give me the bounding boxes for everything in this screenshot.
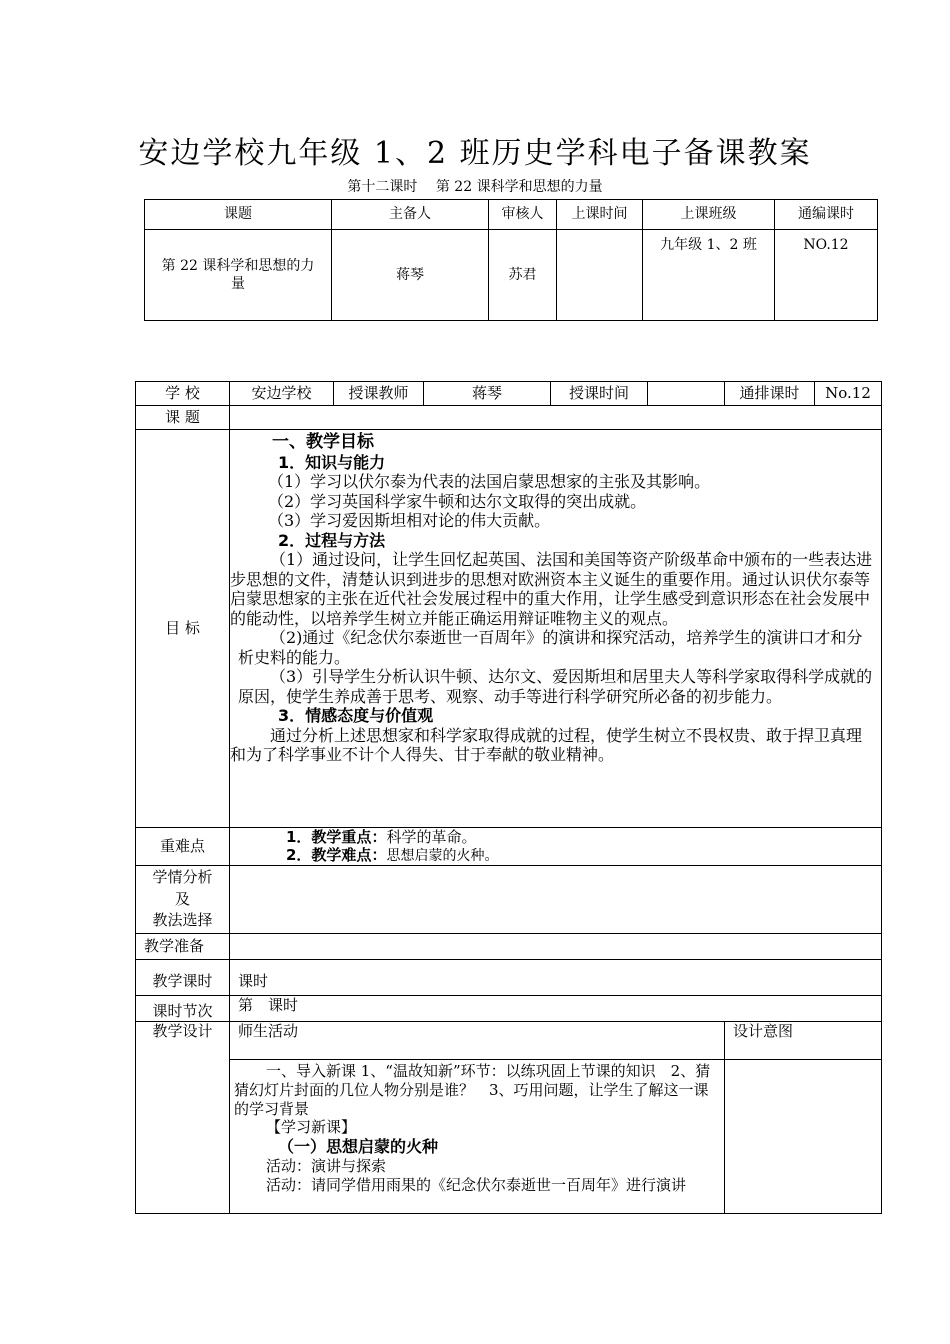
teacher-value: 蒋琴 <box>424 382 551 406</box>
school-label: 学 校 <box>136 382 230 406</box>
hours-label: 教学课时 <box>136 960 230 996</box>
prep-label: 教学准备 <box>136 934 230 960</box>
difficult-point-value: 思想启蒙的火种。 <box>386 847 499 864</box>
header-topic: 课题 <box>145 200 332 230</box>
difficult-point-label: 2．教学难点： <box>286 845 387 864</box>
header-class-time: 上课时间 <box>557 200 643 230</box>
analysis-label-line: 及 <box>174 889 190 908</box>
goals-item: （3）学习爱因斯坦相对论的伟大贡献。 <box>268 511 551 531</box>
key-point-label: 1．教学重点： <box>286 828 387 847</box>
school-value: 安边学校 <box>230 382 334 406</box>
topic-label: 课 题 <box>136 406 230 430</box>
design-activity: 活动：请同学借用雨果的《纪念伏尔泰逝世一百周年》进行演讲 <box>266 1175 687 1194</box>
analysis-content <box>230 866 882 934</box>
goals-item: （1）学习以伏尔泰为代表的法国启蒙思想家的主张及其影响。 <box>268 472 711 492</box>
order-value: 第 课时 <box>230 996 882 1022</box>
goals-heading: 一、教学目标 <box>272 432 374 452</box>
period-value: No.12 <box>815 382 882 406</box>
analysis-label-line: 学情分析 <box>152 867 213 886</box>
intent-content <box>725 1060 882 1214</box>
goals-paragraph: （3）引导学生分析认识牛顿、达尔文、爱因斯坦和居里夫人等科学家取得科学成就的原因，使学生养成善于思考、观察、动手等进行科学研究所必备的初步能力。 <box>238 667 873 706</box>
key-points-content <box>230 828 882 866</box>
design-intro: 一、导入新课 1、“温故知新”环节：以练巩固上节课的知识 2、猜猜幻灯片封面的几位人物分别是谁？ 3、巧用问题，让学生了解这一课的学习背景 <box>234 1062 711 1118</box>
time-label: 授课时间 <box>551 382 648 406</box>
analysis-label-line: 教法选择 <box>152 911 213 930</box>
goals-item: （2）学习英国科学家牛顿和达尔文取得的突出成就。 <box>268 491 647 511</box>
intent-header: 设计意图 <box>725 1022 882 1060</box>
topic-value <box>230 406 882 430</box>
goals-label: 目 标 <box>136 430 230 828</box>
header-table <box>144 199 878 321</box>
design-new-lesson: 【学习新课】 <box>266 1118 357 1137</box>
key-point-value: 科学的革命。 <box>386 828 477 847</box>
goals-paragraph: 通过分析上述思想家和科学家取得成就的过程，使学生树立不畏权贵、敢于捍卫真理和为了科学事业不计个人得失、甘于奉献的敬业精神。 <box>230 725 863 765</box>
goals-section-3-title: 3．情感态度与价值观 <box>278 706 434 726</box>
cell-lesson-no: NO.12 <box>775 230 878 321</box>
activity-header: 师生活动 <box>230 1022 725 1060</box>
lesson-table <box>135 381 882 1214</box>
design-label: 教学设计 <box>136 1022 230 1214</box>
header-reviewer: 审核人 <box>489 200 557 230</box>
teacher-label: 授课教师 <box>334 382 424 406</box>
header-main-preparer: 主备人 <box>332 200 489 230</box>
header-lesson-no: 通编课时 <box>775 200 878 230</box>
cell-reviewer: 苏君 <box>489 230 557 321</box>
design-section-1-title: （一）思想启蒙的火种 <box>278 1137 439 1156</box>
cell-class: 九年级 1、2 班 <box>643 230 775 321</box>
period-label: 通排课时 <box>725 382 815 406</box>
goals-content <box>230 430 882 828</box>
document-subtitle: 第十二课时 第 22 课科学和思想的力量 <box>347 179 603 195</box>
goals-section-1-title: 1．知识与能力 <box>278 452 386 472</box>
prep-content <box>230 934 882 960</box>
time-value <box>648 382 725 406</box>
design-activity: 活动：演讲与探索 <box>266 1157 387 1175</box>
key-points-label: 重难点 <box>136 828 230 866</box>
hours-value: 课时 <box>230 960 882 996</box>
cell-class-time <box>557 230 643 321</box>
cell-main-preparer: 蒋琴 <box>332 230 489 321</box>
design-content <box>230 1060 725 1214</box>
goals-section-2-title: 2．过程与方法 <box>278 530 386 550</box>
header-class: 上课班级 <box>643 200 775 230</box>
goals-paragraph: （1）通过设问，让学生回忆起英国、法国和美国等资产阶级革命中颁布的一些表达进步思想的文件，清楚认识到进步的思想对欧洲资本主义诞生的重要作用。通过认识伏尔泰等启蒙思想家的主张在近代社会发展过程中的重大作用，让学生感受到意识形态在社会发展中的能动性，以培养学生树立并能正确运用辩证唯物主义的观点。 <box>230 550 873 628</box>
goals-paragraph: （2)通过《纪念伏尔泰逝世一百周年》的演讲和探究活动，培养学生的演讲口才和分析史料的能力。 <box>238 628 863 667</box>
analysis-label <box>136 866 230 934</box>
document-title: 安边学校九年级 1、2 班历史学科电子备课教案 <box>138 136 812 171</box>
order-label: 课时节次 <box>136 996 230 1022</box>
cell-topic: 第 22 课科学和思想的力量 <box>145 230 332 321</box>
